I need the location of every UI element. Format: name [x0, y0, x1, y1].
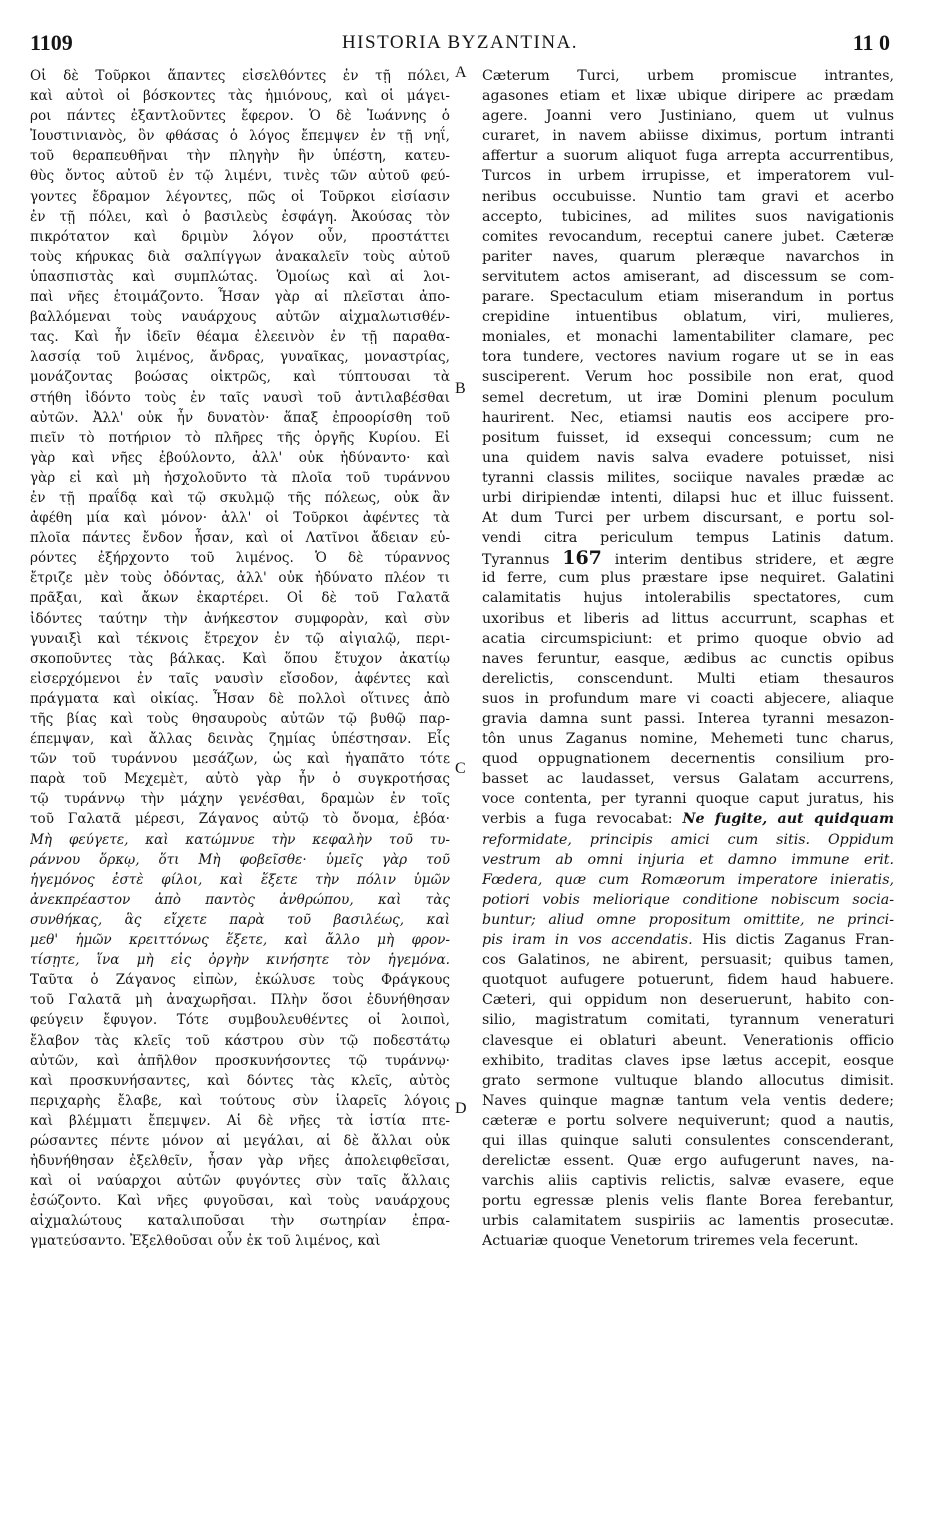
- latin-line: basset ac laudasset, versus Galatam accurrens,: [482, 771, 894, 788]
- inline-number: 167: [562, 548, 602, 569]
- latin-line: vestrum ab omni injuria et damno immune erit.: [482, 851, 894, 868]
- greek-line: γοντες ἔδραμον λέγοντες, πῶς οἱ Τοῦρκοι εἰσίασιν: [30, 188, 450, 205]
- greek-line: παρὰ τοῦ Μεχεμὲτ, αὐτὸ γὰρ ἦν ὁ συγκροτήσας: [30, 771, 450, 788]
- greek-line: σκοποῦντες τὰς βάλκας. Καὶ ὅπου ἔτυχον ἀκατίῳ: [30, 650, 450, 667]
- greek-line: Ταῦτα ὁ Ζάγανος εἰπὼν, ἐκώλυσε τοὺς Φράγκους: [30, 972, 450, 989]
- greek-line: στήθη ἰδόντο τοὺς ἐν ταῖς ναυσὶ τοῦ ἀντιλαβέσθαι: [30, 389, 450, 406]
- greek-line: τῶν τοῦ τυράννου μεσάζων, ὡς καὶ ἠγαπᾶτο τότε: [30, 751, 450, 768]
- greek-line: γυναιξὶ καὶ τέκνοις ἔτρεχον ἐν τῷ αἰγιαλῷ, περι-: [30, 630, 450, 647]
- greek-line: καὶ βλέμματι ἔπεμψεν. Αἱ δὲ νῆες τὰ ἱστία πτε-: [30, 1112, 450, 1129]
- greek-line: πρᾶξαι, καὶ ἄκων ἐκαρτέρει. Οἱ δὲ τοῦ Γαλατᾶ: [30, 590, 450, 607]
- latin-line: susciperent. Verum hoc possibile non erat, quod: [482, 369, 894, 386]
- greek-line: συνθήκας, ἃς εἴχετε παρὰ τοῦ βασιλέως, καὶ: [30, 911, 450, 928]
- greek-line: ροι πάντες ἐξαντλοῦντες ἔφερον. Ὁ δὲ Ἰωάννης ὁ: [30, 108, 450, 125]
- latin-line: derelictæ essent. Quæ ergo aufugerunt naves, na-: [482, 1153, 894, 1170]
- greek-line: ρώσαντες πέντε μόνον αἱ μεγάλαι, αἱ δὲ ἄλλαι οὐκ: [30, 1132, 450, 1149]
- latin-line: servitutem actos amiserant, ad discessum se com-: [482, 268, 894, 285]
- greek-line: έπεμψαν, καὶ ἄλλας δεινὰς ζημίας ὑπέστησαν. Εἷς: [30, 731, 450, 748]
- greek-line: λασσίᾳ τοῦ λιμένος, ἄνδρας, γυναῖκας, μοναστρίας,: [30, 349, 450, 366]
- greek-line: αἰχμαλώτους καταλιποῦσαι τὴν σωτηρίαν ἐπρα-: [30, 1213, 450, 1230]
- greek-line: παὶ νῆες ἑτοιμάζοντο. Ἦσαν γὰρ αἱ πλεῖσται ἀπο-: [30, 289, 450, 306]
- margin-letter-b: B: [455, 380, 466, 397]
- latin-line: qui illas quinque saluti consulentes conscenderant,: [482, 1132, 894, 1149]
- greek-line: θὺς ὄντος αὐτοῦ ἐν τῷ λιμένι, τινὲς τῶν αὐτοῦ φεύ-: [30, 168, 450, 185]
- latin-line: [482, 809, 894, 829]
- greek-line: πικρότατον καὶ δριμὺν λόγον οὖν, προστάττει: [30, 228, 450, 245]
- latin-line: uxoribus et liberis ad littus accurrunt, scaphas et: [482, 610, 894, 627]
- running-title: HISTORIA BYZANTINA.: [341, 32, 579, 53]
- greek-line: Μὴ φεύγετε, καὶ κατώμνυε τὴν κεφαλὴν τοῦ τυ-: [30, 831, 450, 848]
- latin-line: suos in profundum mare vi coacti abjecere, aliaque: [482, 690, 894, 707]
- latin-line: At dum Turci per urbem discursant, e portu sol-: [482, 510, 894, 527]
- latin-line-text: verbis a fuga revocabat:: [482, 811, 673, 828]
- greek-line: τοῦ θεραπευθῆναι τὴν πληγὴν ἣν ὑπέστη, κατευ-: [30, 148, 450, 165]
- latin-line: semel decretum, ut iræ Domini plenum poculum: [482, 389, 894, 406]
- latin-line: [482, 930, 894, 950]
- latin-italic-text: pis iram in vos accendatis.: [482, 932, 693, 949]
- latin-line: comites revocandum, receptui canere jubet. Cæteræ: [482, 228, 894, 245]
- greek-line: ἔτριζε μὲν τοὺς ὀδόντας, ἀλλ' οὐκ ἠδύνατο πλέον τι: [30, 570, 450, 587]
- latin-line: portu egressæ plenis velis flante Borea ferebantur,: [482, 1193, 894, 1210]
- latin-line: una quidem navis salva evadere potuisset, nisi: [482, 449, 894, 466]
- latin-line: id ferre, cum plus præstare ipse nequiret. Galatini: [482, 570, 894, 587]
- latin-line: Cæteri, qui oppidum non deseruerunt, habito con-: [482, 992, 894, 1009]
- latin-line: positum fuisset, id exsequi concessum; cum ne: [482, 429, 894, 446]
- greek-line: τίσῃτε, ἵνα μὴ εἰς ὀργὴν κινήσητε τὸν ἡγεμόνα.: [30, 952, 450, 969]
- margin-letter-a: A: [455, 64, 467, 81]
- greek-line: καὶ προσκυνήσαντες, καὶ δόντες τὰς κλεῖς, αὐτὸς: [30, 1072, 450, 1089]
- latin-line: tyranni classis milites, sociique navales prædæ ac: [482, 469, 894, 486]
- latin-line: calamitatis hujus intolerabilis spectatores, cum: [482, 590, 894, 607]
- latin-line: neribus occubuisse. Nuntio tam gravi et acerbo: [482, 188, 894, 205]
- latin-line: Cæterum Turci, urbem promiscue intrantes,: [482, 68, 894, 84]
- greek-line: ἐν τῇ πόλει, καὶ ὁ βασιλεὺς ἐσφάγη. Ἀκούσας τὸν: [30, 208, 450, 225]
- latin-line: curaret, in navem abiisse diximus, portum intranti: [482, 128, 894, 145]
- greek-line: τῷ τυράννῳ τὴν μάχην γενέσθαι, δραμὼν ἐν τοῖς: [30, 791, 450, 808]
- latin-line: crepidine intuentibus oblatum, viri, mulieres,: [482, 309, 894, 326]
- margin-letter-d: D: [455, 1100, 467, 1117]
- greek-line: ἐσώζοντο. Καὶ νῆες φυγοῦσαι, καὶ τοὺς ναυάρχους: [30, 1193, 450, 1210]
- latin-line: accepto, tubicines, ad milites suos navigationis: [482, 208, 894, 225]
- latin-line: parare. Spectaculum etiam miserandum in portus: [482, 289, 894, 306]
- latin-line: cos Galatinos, ne abirent, persuasit; quibus tamen,: [482, 952, 894, 969]
- greek-line: Ἰουστινιανὸς, ὃν φθάσας ὁ λόγος ἔπεμψεν ἐν τῇ νηΐ,: [30, 128, 450, 145]
- greek-line: φεύγειν ἔφυγον. Τότε συμβουλευθέντες οἱ λοιποὶ,: [30, 1012, 450, 1029]
- latin-line: acatia circumspiciunt: et primo quoque obvio ad: [482, 630, 894, 647]
- latin-inline-text: Tyrannus: [482, 552, 550, 569]
- latin-line: Naves quinque magnæ tantum vela ventis dedere;: [482, 1092, 894, 1109]
- page-number-left: 1109: [30, 30, 73, 55]
- greek-line: ράννου ὅρκῳ, ὅτι Μὴ φοβεῖσθε· ὑμεῖς γὰρ τοῦ: [30, 851, 450, 868]
- greek-line: καὶ οἱ ναύαρχοι αὐτῶν φυγόντες σὺν ταῖς ἄλλαις: [30, 1173, 450, 1190]
- latin-line: pariter naves, quarum pleræque navarchos in: [482, 248, 894, 265]
- latin-line: quod oppugnationem decernentis consilium pro-: [482, 751, 894, 768]
- greek-line: Οἱ δὲ Τοῦρκοι ἅπαντες εἰσελθόντες ἐν τῇ πόλει,: [30, 68, 450, 84]
- latin-line: Actuariæ quoque Venetorum triremes vela fecerunt.: [482, 1233, 859, 1250]
- greek-line: πιεῖν τὸ ποτήριον τὸ πλῆρες τῆς ὀργῆς Κυρίου. Εἰ: [30, 429, 450, 446]
- latin-line: agasones etiam et lixæ ubique diripere ac prædam: [482, 88, 894, 105]
- greek-line: τοὺς κήρυκας διὰ σαλπίγγων ἀνακαλεῖν τοὺς αὐτοῦ: [30, 248, 450, 265]
- latin-line: silio, magistratum comitati, tyrannum veneraturi: [482, 1012, 894, 1029]
- latin-line: varchis aliis captivis relictis, salvæ evasere, eque: [482, 1173, 894, 1190]
- greek-line: τοῦ Γαλατᾶ μέρεσι, Ζάγανος αὐτῷ τὸ ὄνομα, ἐβόα·: [30, 811, 450, 828]
- latin-line: exhibito, traditas claves ipse lætus accepit, eosque: [482, 1052, 894, 1069]
- greek-line: αὐτῶν, καὶ ἀπῆλθον προσκυνήσοντες τῷ τυράννῳ·: [30, 1052, 450, 1069]
- greek-line: ἰδόντες ταύτην τὴν ἀνήκεστον συμφορὰν, καὶ σὺν: [30, 610, 450, 627]
- greek-line: αὐτῶν. Ἀλλ' οὐκ ἦν δυνατὸν· ἅπαξ ἐπροορίσθη τοῦ: [30, 409, 450, 426]
- latin-line-text: interim dentibus stridere, et ægre: [614, 552, 894, 569]
- latin-line: potiori vobis meliorique conditione nobiscum socia-: [482, 891, 894, 908]
- latin-line: tora tundere, vectores navium rogare ut se in eas: [482, 349, 894, 366]
- latin-line: buntur; aliud omne propositum omittite, ne princi-: [482, 911, 894, 928]
- greek-line: πλοῖα πάντες ἔνδον ἦσαν, καὶ οἱ Λατῖνοι ἄδειαν εὑ-: [30, 530, 450, 547]
- latin-line: naves feruntur, easque, ædibus ac cunctis opibus: [482, 650, 894, 667]
- greek-line: μονάζοντας βοώσας οἰκτρῶς, καὶ τύπτουσαι τὰ: [30, 369, 450, 386]
- latin-line: reformidate, principis amici cum sitis. Oppidum: [482, 831, 894, 848]
- latin-inline-text: His dictis Zaganus Fran-: [702, 932, 894, 949]
- latin-line: urbis calamitatem suspiriis ac lamentis prosecutæ.: [482, 1213, 894, 1230]
- greek-line: ἀφέθη μία καὶ μόνον· ἀλλ' οἱ Τοῦρκοι ἀφέντες τὰ: [30, 510, 450, 527]
- greek-line: τας. Καὶ ἦν ἰδεῖν θέαμα ἐλεεινὸν ἐν τῇ παραθα-: [30, 329, 450, 346]
- greek-line: ὑπασπιστὰς καὶ συμπλώτας. Ὁμοίως καὶ αἱ λοι-: [30, 268, 450, 285]
- latin-line: tôn unus Zaganus nomine, Mehemeti tunc charus,: [482, 731, 894, 748]
- latin-line: Turcos in urbem irrupisse, et imperatorem vul-: [482, 168, 894, 185]
- greek-line: εἰσερχόμενοι ἐν ταῖς ναυσὶν εἴσοδον, ἀφέντες καὶ: [30, 670, 450, 687]
- greek-line: ἐν τῇ πραΐδᾳ καὶ τῷ σκυλμῷ τῆς πόλεως, οὐκ ἂν: [30, 489, 450, 506]
- greek-line: γὰρ καὶ νῆες ἐβούλοντο, ἀλλ' οὐκ ἠδύναντο· καὶ: [30, 449, 450, 466]
- greek-line: πράγματα καὶ οἰκίας. Ἦσαν δὲ πολλοὶ οἵτινες ἀπὸ: [30, 690, 450, 707]
- greek-line: γματεύσαντο. Ἐξελθοῦσαι οὖν ἐκ τοῦ λιμένος, καὶ: [30, 1233, 381, 1250]
- latin-line: urbi diripiendæ intenti, dilapsi huc et illuc fuissent.: [482, 489, 894, 506]
- greek-line: βαλλόμεναι τοὺς ναυάρχους αὐτῶν αἰχμαλωτισθέν-: [30, 309, 450, 326]
- latin-line: affertur a suorum aliquot fuga arrepta accurrentibus,: [482, 148, 894, 165]
- latin-line: clavesque ei oblaturi abeunt. Venerationis officio: [482, 1032, 894, 1049]
- page-header: [30, 30, 890, 60]
- greek-line: ἀνεκπρέαστον ἀπὸ παντὸς ἀνθρώπου, καὶ τὰς: [30, 891, 450, 908]
- latin-line: cæteræ e portu solvere nequiverunt; quod a nautis,: [482, 1112, 894, 1129]
- latin-line: Fœdera, quæ cum Romæorum imperatore inieratis,: [482, 871, 894, 888]
- latin-line: haurirent. Nec, etiamsi nautis eos accipere pro-: [482, 409, 894, 426]
- latin-line: agere. Joanni vero Justiniano, quem ut vulnus: [482, 108, 894, 125]
- latin-line: [482, 548, 894, 568]
- latin-line: moniales, et monachi lamentabiliter clamare, pec: [482, 329, 894, 346]
- greek-line: γὰρ εἰ καὶ μὴ ἠσχολοῦντο τὰ πλοῖα τοῦ τυράννου: [30, 469, 450, 486]
- greek-line: τῆς βίας καὶ τοὺς θησαυροὺς αὐτῶν τῷ βυθῷ παρ-: [30, 711, 450, 727]
- greek-line: μεθ' ἡμῶν κρειττόνως ἕξετε, καὶ ἄλλο μὴ φρον-: [30, 932, 450, 949]
- latin-line: grato sermone vultuque blando allocutus dimisit.: [482, 1072, 894, 1089]
- greek-line: ἡγεμόνος ἐστὲ φίλοι, καὶ ἕξετε τὴν πόλιν ὑμῶν: [30, 871, 450, 888]
- latin-line: derelictis, conscendunt. Multi etiam thesauros: [482, 670, 894, 687]
- latin-line: voce contenta, per tyranni quoque caput juratus, his: [482, 791, 894, 808]
- greek-column: [30, 66, 450, 1252]
- greek-line: ρόντες ἐξήρχοντο τοῦ λιμένος. Ὁ δὲ τύραννος: [30, 550, 450, 567]
- greek-line: καὶ αὐτοὶ οἱ βόσκοντες τὰς ἡμιόνους, καὶ οἱ μάγει-: [30, 88, 450, 105]
- page-number-right: 11 0: [852, 30, 890, 55]
- greek-line: ἠδυνήθησαν ἐξελθεῖν, ἦσαν γὰρ νῆες ἀπολειφθεῖσαι,: [30, 1153, 450, 1170]
- greek-line: περιχαρὴς ἔλαβε, καὶ τούτους σὺν ἱλαρεῖς λόγοις: [30, 1092, 450, 1109]
- latin-line: quotquot aufugere potuerunt, fidem haud habuere.: [482, 972, 894, 989]
- greek-line: τοῦ Γαλατᾶ μὴ ἀναχωρῆσαι. Πλὴν ὅσοι ἐδυνήθησαν: [30, 992, 450, 1009]
- latin-line: gravia damna sunt passi. Interea tyranni mesazon-: [482, 711, 894, 727]
- margin-letter-c: C: [455, 760, 466, 777]
- latin-italic-text: Ne fugite, aut quidquam: [682, 811, 894, 828]
- latin-column: [482, 66, 894, 1252]
- greek-line: ἔλαβον τὰς κλεῖς τοῦ κάστρου σὺν τῷ ποδεστάτῳ: [30, 1032, 450, 1049]
- latin-line: vendi citra periculum tempus Latinis datum.: [482, 530, 894, 547]
